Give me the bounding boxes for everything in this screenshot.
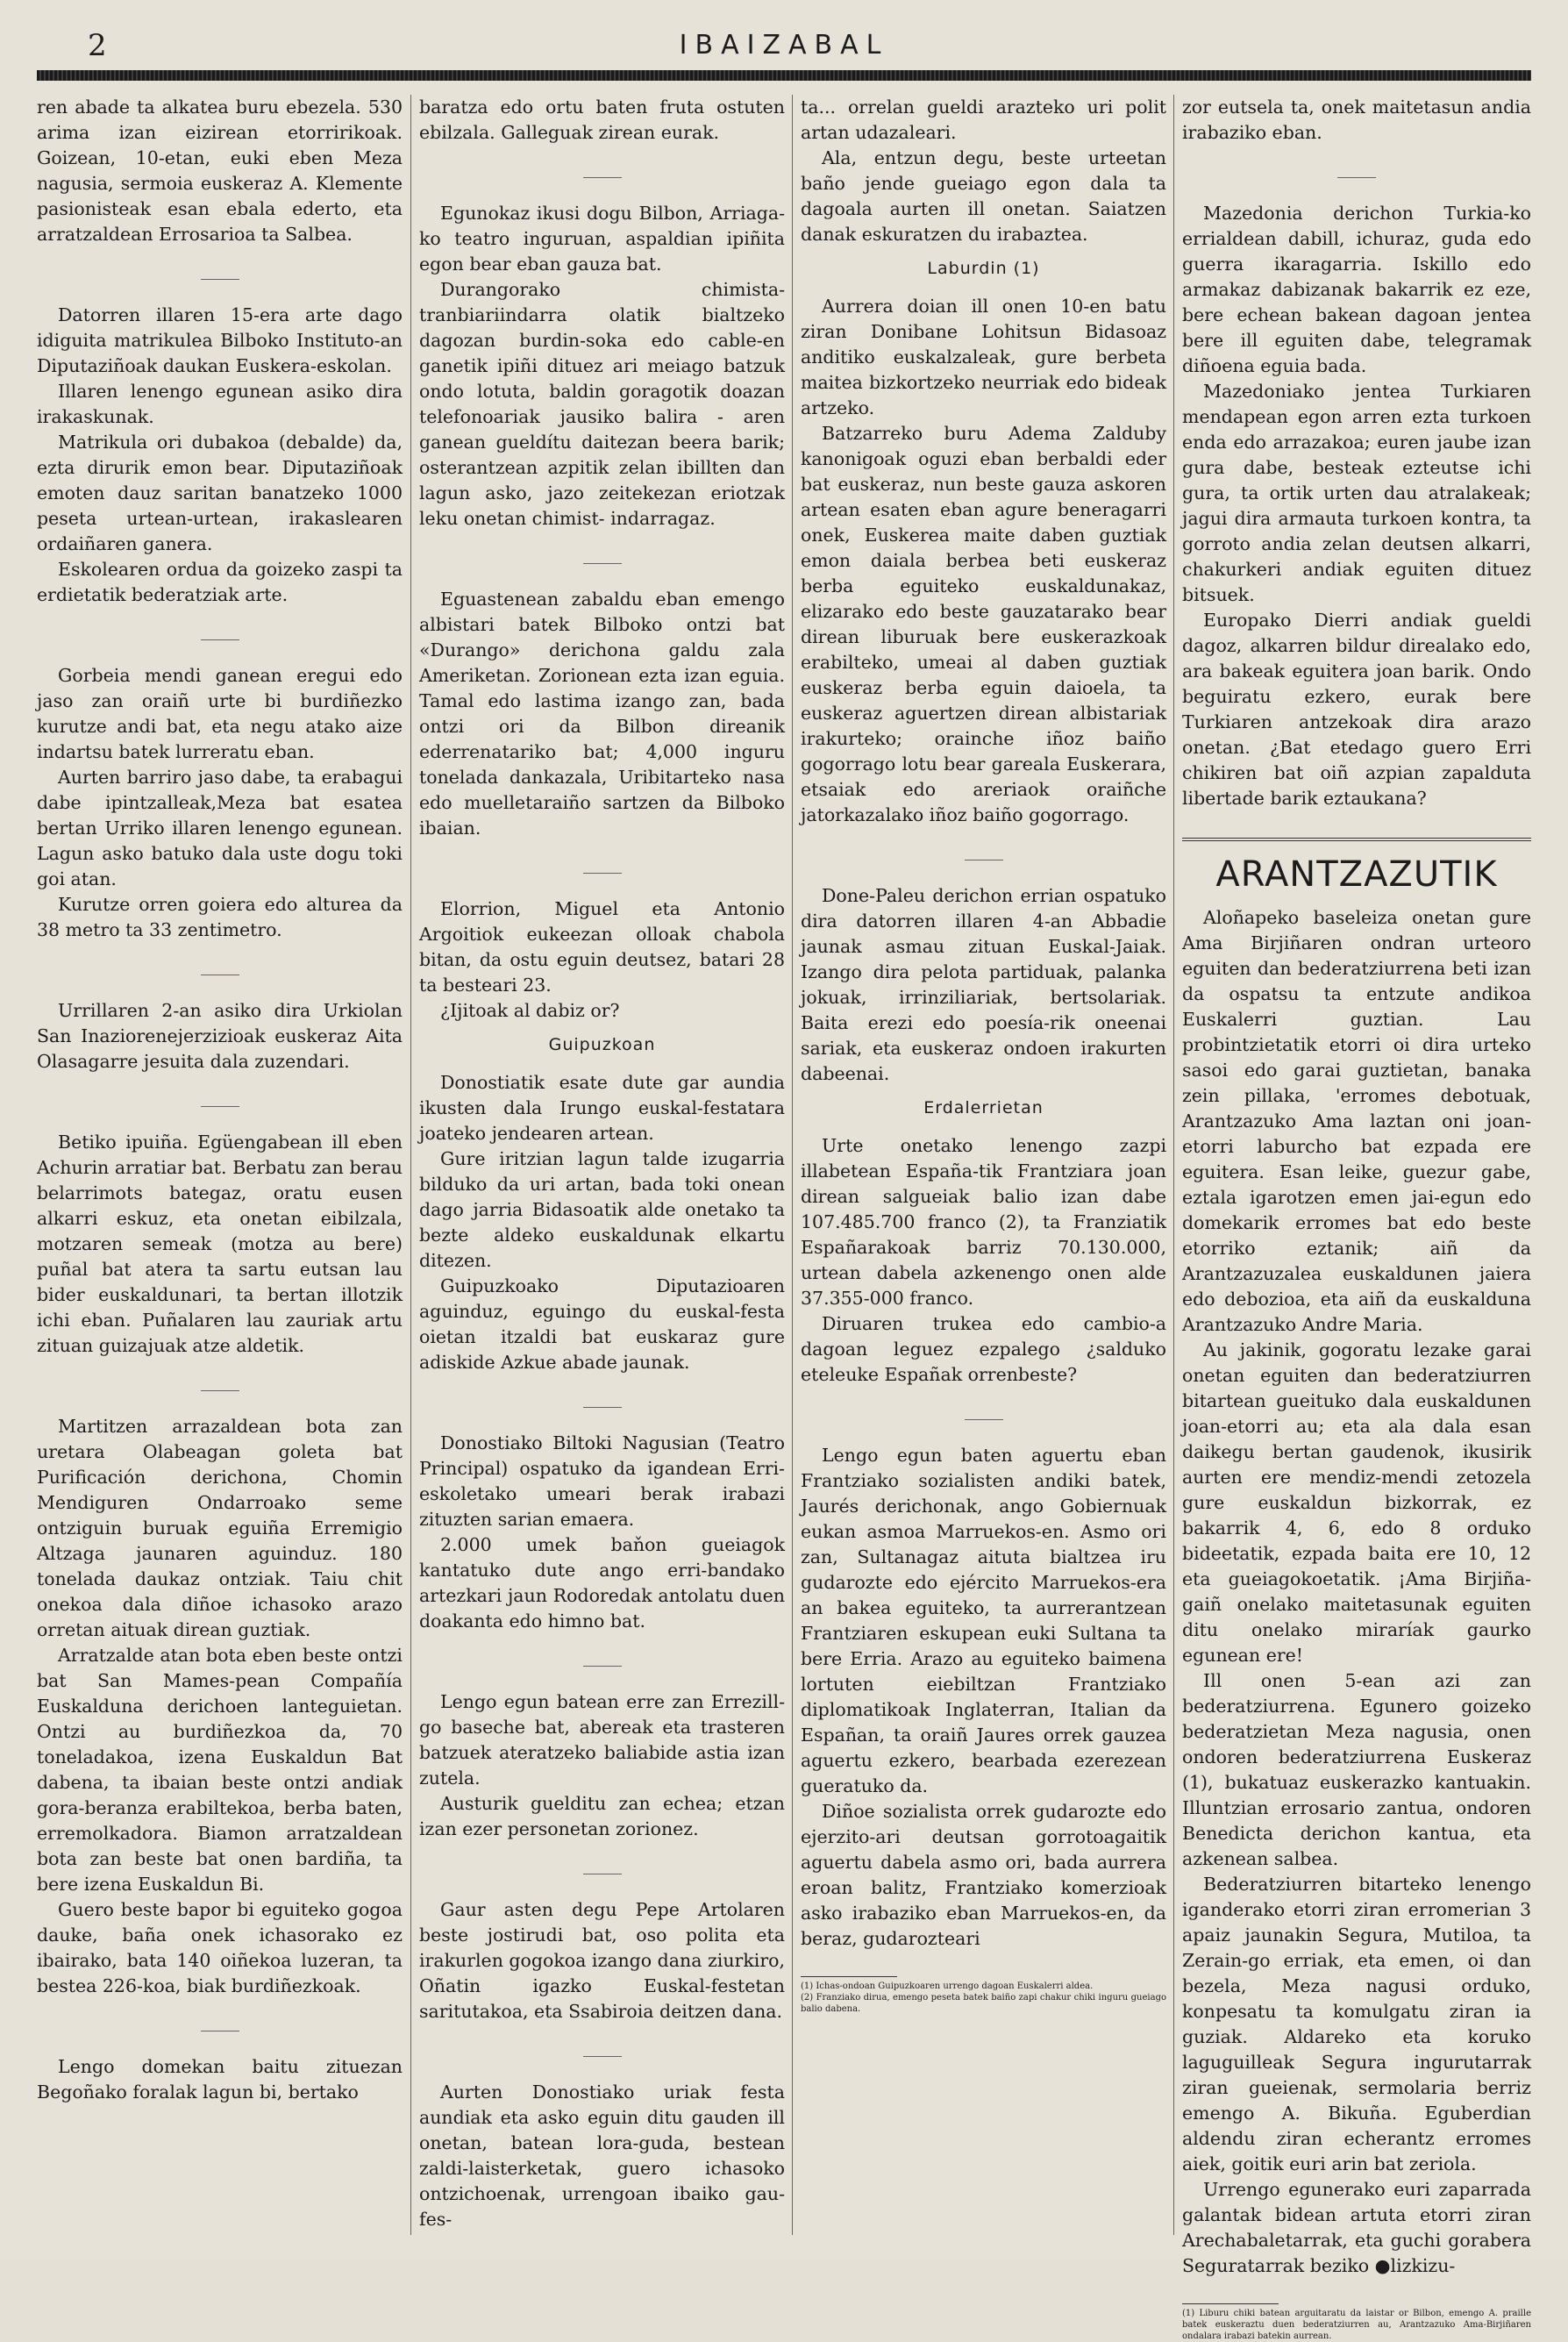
- section-separator: [37, 957, 403, 982]
- article-paragraph: Urrengo egunerako euri zaparrada galantak bidean artuta etorri ziran Arechabaletarrak, eta guchi gorabera Seguratarrak beziko ●lizkizu-: [1182, 2179, 1531, 2276]
- separator-line: [583, 563, 622, 564]
- article-paragraph: Urte onetako lenengo zazpi illabetean España-tik Frantziara joan direan salgueiak balio izan dabe 107.485.700 franco (2), ta Franziatik Españarakoak barriz 70.130.000, urtean dabela azkenengo onen alde 37.355-000 franco.: [801, 1135, 1166, 1309]
- section-separator: [37, 2013, 403, 2039]
- article-paragraph: Kurutze orren goiera edo alturea da 38 metro ta 33 zentimetro.: [37, 894, 403, 940]
- article-paragraph: Mazedonia derichon Turkia-ko errialdean dabill, ichuraz, guda edo guerra ikaragarria. Iskillo edo armakaz dabizanak bakarrik ez eze, bere echean bakean dagoan jentea bere ill eguiten dabe, telegramak diñoena eguia bada.: [1182, 203, 1531, 376]
- article-paragraph: zor eutsela ta, onek maitetasun andia irabaziko eban.: [1182, 96, 1531, 143]
- section-heading: Erdalerrietan: [923, 1098, 1044, 1117]
- footnote: (1) Ichas-ondoan Guipuzkoaren urrengo dagoan Euskalerri aldea.: [801, 1981, 1094, 1991]
- separator-line: [201, 1390, 239, 1391]
- section-separator: [37, 1089, 403, 1114]
- header-rule: [37, 70, 1531, 81]
- section-separator: [419, 1389, 785, 1415]
- article-paragraph: Batzarreko buru Adema Zalduby kanonigoak oguzi eban berbaldi eder bat euskeraz, nun beste gauza askoren artean esaten eban agure beneragarri onek, Euskerea maite daben guztiak emon daiala berbea beti euskeraz berba eguiteko euskaldunakaz, elizarako edo beste gauzatarako bear direan liburuak bere euskerazkoak erabilteko, umeai al daben guztiak euskeraz berba eguin daioela, ta euskeraz aguertzen direan albistariak irakurteko; orainche iñoz baiño gogorrago lotu bear gareala Euskerara, etsaiak edo areriaok oraiñche jatorkazalako iñoz baiño gogorrago.: [801, 423, 1166, 825]
- section-separator: [801, 1402, 1166, 1427]
- footnotes: [1182, 2303, 1531, 2342]
- section-title: ARANTZAZUTIK: [1215, 854, 1498, 895]
- article-paragraph: Aloñapeko baseleiza onetan gure Ama Birjiñaren ondran urteoro eguiten dan bederatziurrena beti izan da ospatsu ta entzute andikoa Euskalerri guztian. Lau probintzietatik etorri oi dira urteko sasoi edo garai guztietan, banaka zein pillaka, 'erromes debotuak, Arantzazuko Ama laztan oni joan-etorri laburcho bat ezpada ere eguitera. Esan leike, guezur gabe, eztala igarotzen emen jai-egun edo domekarik erromes bat edo beste etorriko eztanik; aiñ da Arantzazuzalea euskaldunen jaiera edo debozioa, eta aiñ da euskalduna Arantzazuko Andre Maria.: [1182, 907, 1531, 1335]
- article-paragraph: Lengo egun batean erre zan Errezill-go baseche bat, abereak eta trasteren batzuek ateratzeko baliabide astia izan zutela.: [419, 1691, 785, 1789]
- column-divider: [410, 95, 411, 2235]
- article-paragraph: baratza edo ortu baten fruta ostuten ebilzala. Galleguak zirean eurak.: [419, 96, 785, 143]
- masthead-title: IBAIZABAL: [679, 30, 889, 61]
- section-separator: [37, 261, 403, 287]
- article-paragraph: Martitzen arrazaldean bota zan uretara Olabeagan goleta bat Purificación derichona, Chomin Mendiguren Ondarroako seme ontziguin buruak eguiña Erremigio Altzaga jaunaren aguinduz. 180 tonelada daukaz ontziak. Taiu chit onekoa dala diñoe ichasoko arazo orretan aituak direan guztiak.: [37, 1416, 403, 1640]
- article-paragraph: Datorren illaren 15-era arte dago idiguita matrikulea Bilboko Instituto-an Diputaziñoak daukan Euskera-eskolan.: [37, 304, 403, 376]
- article-paragraph: Gaur asten degu Pepe Artolaren beste jostirudi bat, oso polita eta irakurlen gogokoa izango dana ziurkiro, Oñatin igazko Euskal-festetan saritutakoa, eta Ssabiroia deitzen dana.: [419, 1899, 785, 2022]
- article-paragraph: Done-Paleu derichon errian ospatuko dira datorren illaren 4-an Abbadie jaunak asmau zituan Euskal-Jaiak. Izango dira pelota partiduak, palanka jokuak, irrinziliariak, bertsolariak. Baita erezi edo poesía-rik oneenai sariak, eta euskeraz ondoen irakurten dabeenai.: [801, 885, 1166, 1084]
- footnotes: [801, 1976, 1166, 2015]
- article-paragraph: Illaren lenengo egunean asiko dira irakaskunak.: [37, 381, 403, 427]
- article-paragraph: Guipuzkoako Diputazioaren aguinduz, eguingo du euskal-festa oietan itzaldi bat euskaraz gure adiskide Azkue abade jaunak.: [419, 1275, 785, 1373]
- separator-line: [583, 873, 622, 874]
- article-paragraph: Matrikula ori dubakoa (debalde) da, ezta dirurik emon bear. Diputaziñoak emoten dauz saritan banatzeko 1000 peseta urtean-urtean, irakaslearen ordaiñaren ganera.: [37, 432, 403, 554]
- article-paragraph: Diruaren trukea edo cambio-a dagoan leguez ezpalego ¿salduko eteleuke Españak orrenbeste?: [801, 1313, 1166, 1385]
- column-1: [37, 95, 403, 2105]
- article-paragraph: Eguastenean zabaldu eban emengo albistari batek Bilboko ontzi bat «Durango» derichona galdu zala Ameriketan. Zorionean ezta izan eguia. Tamal edo lastima izango zan, bada ontzi ori da Bilbon direanik ederrenatariko bat; 4,000 inguru tonelada dankazala, Uribitarteko nasa edo muelletaraiño sartzen da Bilboko ibaian.: [419, 589, 785, 839]
- separator-line: [1337, 177, 1376, 178]
- section-separator: [419, 160, 785, 185]
- section-separator: [37, 622, 403, 647]
- section-separator: [419, 855, 785, 881]
- separator-line: [201, 279, 239, 280]
- article-paragraph: Gure iritzian lagun talde izugarria bilduko da uri artan, bada toki onean dago jarria Bidasoatik alde onetako ta bezte aldeko euskaldunak elkartu ditezen.: [419, 1148, 785, 1271]
- section-separator: [801, 842, 1166, 868]
- separator-line: [583, 2056, 622, 2057]
- separator-line: [583, 1407, 622, 1408]
- column-divider: [1173, 95, 1174, 2235]
- article-paragraph: Arratzalde atan bota eben beste ontzi bat San Mames-pean Compañía Euskalduna derichoen lanteguietan. Ontzi au burdiñezkoa da, 70 toneladakoa, izena Euskaldun Bat dabena, ta ibaian beste ontzi andiak gora-beranza erabiltekoa, berba baten, erremolkadora. Biamon arratzaldean bota zan beste bat onen bardiña, ta bere izena Euskaldun Bi.: [37, 1645, 403, 1895]
- article-paragraph: Donostiako Biltoki Nagusian (Teatro Principal) ospatuko da igandean Erri-eskoletako umeari berak irabazi zituzten sarian emaera.: [419, 1432, 785, 1530]
- article-paragraph: Bederatziurren bitarteko lenengo iganderako etorri ziran erromerian 3 apaiz jaunakin Segura, Mutiloa, ta Zerain-go erriak, eta emen, oi dan bezela, Meza nagusi orduko, konpesatu ta komulgatu ziran ia guziak. Aldareko eta koruko laguguilleak Segura ingurutarrak ziran gueienak, sermolaria berriz emengo A. Bikuña. Eguberdian aldendu ziran echerantz erromes aiek, goitik euri arin bat zeriola.: [1182, 1874, 1531, 2174]
- article-paragraph: Betiko ipuiña. Egüengabean ill eben Achurin arratiar bat. Berbatu zan berau belarrimots bategaz, oratu eusen alkarri eskuz, eta onetan eibilzala, motzaren semeak (motza au bere) puñal bat atera ta sartu eutsan lau bider euskaldunari, ta bertan illotzik ichi eban. Puñalaren lau zauriak artu zituan guizajuak atze aldetik.: [37, 1132, 403, 1356]
- separator-line: [201, 639, 239, 640]
- section-heading: Guipuzkoan: [548, 1035, 656, 1054]
- column-divider: [792, 95, 793, 2235]
- article-paragraph: Ill onen 5-ean azi zan bederatziurrena. Egunero goizeko bederatzietan Meza nagusia, onen ondoren bederatziurrena Euskeraz (1), bukatuaz euskerazko kantuakin. Illuntzian errosario zantua, ondoren Benedicta derichon kantua, eta azkenean salbea.: [1182, 1670, 1531, 1869]
- column-3: [801, 95, 1166, 2015]
- section-separator: [419, 1856, 785, 1881]
- article-paragraph: ¿Ijitoak al dabiz or?: [440, 1000, 620, 1021]
- double-rule: [1182, 838, 1531, 841]
- page-header: [0, 0, 1568, 74]
- article-paragraph: Aurten barriro jaso dabe, ta erabagui dabe ipintzalleak,Meza bat esatea bertan Urriko illaren lenengo egunean. Lagun asko batuko dala uste dogu toki goi atan.: [37, 767, 403, 889]
- article-paragraph: Europako Dierri andiak gueldi dagoz, alkarren bildur direalako edo, ara bakeak eguitera joan barik. Ondo beguiratu ezkero, eurak bere Turkiaren antzekoak dira arazo onetan. ¿Bat etedago guero Erri chikiren bat oiñ azpian zapalduta libertade barik eztaukana?: [1182, 610, 1531, 809]
- article-paragraph: Eskolearen ordua da goizeko zaspi ta erdietatik bederatziak arte.: [37, 559, 403, 605]
- section-separator: [419, 1648, 785, 1674]
- article-paragraph: Aurrera doian ill onen 10-en batu ziran Donibane Lohitsun Bidasoaz anditiko euskalzaleak, gure berbeta maitea bizkortzeko neurriak edo bideak artzeko.: [801, 296, 1166, 418]
- article-paragraph: Donostiatik esate dute gar aundia ikusten dala Irungo euskal-festatara joateko jendearen artean.: [419, 1072, 785, 1144]
- separator-line: [201, 1106, 239, 1107]
- article-paragraph: Elorrion, Miguel eta Antonio Argoitiok eukeezan olloak chabola bitan, da ostu eguin deutsez, batari 28 ta besteari 23.: [419, 898, 785, 996]
- section-separator: [419, 2039, 785, 2064]
- separator-line: [583, 1666, 622, 1667]
- section-separator: [37, 1373, 403, 1398]
- article-paragraph: Ala, entzun degu, beste urteetan baño jende gueiago egon dala ta dagoala aurten ill onetan. Saiatzen danak eskuratzen du irabaztea.: [801, 147, 1166, 245]
- article-paragraph: Mazedoniako jentea Turkiaren mendapean egon arren ezta turkoen enda edo arrazakoa; euren jaube izan gura dabe, besteak ezteutse ichi gura, ta ortik urten dau atralakeak; jagui dira armauta turkoen kontra, ta gorroto andia zelan deutsen alkarri, chakurkeri andiak eguiten dituez bitsuek.: [1182, 381, 1531, 605]
- article-paragraph: Lengo domekan baitu zituezan Begoñako foralak lagun bi, bertako: [37, 2056, 403, 2103]
- footnote: (2) Franziako dirua, emengo peseta batek baiño zapi chakur chiki inguru gueiago balio dabena.: [801, 1993, 1166, 2014]
- article-paragraph: ta... orrelan gueldi arazteko uri polit artan udazaleari.: [801, 96, 1166, 143]
- article-paragraph: Diñoe sozialista orrek gudarozte edo ejerzito-ari deutsan gorrotoagaitik aguertu dabela asmo ori, bada aurrera eroan balitz, Frantziako komerzioak asko irabaziko eban Marruekos-en, da beraz, gudarozteari: [801, 1801, 1166, 1949]
- article-paragraph: ren abade ta alkatea buru ebezela. 530 arima izan eizirean etorririkoak. Goizean, 10-etan, euki eben Meza nagusia, sermoia euskeraz A. Klemente pasionisteak esan ebala ederto, eta arratzaldean Errosarioa ta Salbea.: [37, 96, 403, 245]
- article-paragraph: Egunokaz ikusi dogu Bilbon, Arriaga-ko teatro inguruan, aspaldian ipiñita egon bear eban gauza bat.: [419, 203, 785, 275]
- separator-line: [583, 177, 622, 178]
- article-paragraph: Au jakinik, gogoratu lezake garai onetan eguiten dan bederatziurren bitartean gueituko dala euskaldunen joan-etorri au; eta ala dala esan daikegu bertan gaudenok, ikusirik aurten ere mendiz-mendi zetozela gure euskaldun bizkorrak, ez bakarrik 4, 6, edo 8 orduko bideetatik, ezpada baita ere 10, 12 eta gueiagokoetatik. ¡Ama Birjiña-gaiñ onelako maitetasunak eguiten ditu onelako miraríak gaurko egunean ere!: [1182, 1339, 1531, 1666]
- footnote-rule: [801, 1976, 897, 1977]
- article-paragraph: Gorbeia mendi ganean eregui edo jaso zan oraiñ urte bi burdiñezko kurutze andi bat, eta negu atako aize indartsu batek lurreratu eban.: [37, 665, 403, 762]
- separator-line: [965, 1419, 1003, 1420]
- column-2: [419, 95, 785, 2232]
- article-paragraph: Austurik guelditu zan echea; etzan izan ezer personetan zorionez.: [419, 1793, 785, 1839]
- section-heading: Laburdin (1): [927, 259, 1040, 278]
- footnote-rule: [1182, 2303, 1279, 2304]
- article-paragraph: Lengo egun baten aguertu eban Frantziako sozialisten andiki batek, Jaurés derichonak, ango Gobiernuak eukan asmoa Marruekos-en. Asmo ori zan, Sultanagaz aituta bialtzea iru gudarozte edo ejército Marruekos-era an bakea eguiteko, ta aurrerantzean Frantziaren eskupean euki Sultana ta bere Erria. Arazo au eguiteko baimena lortuten eiebiltzan Frantziako diplomatikoak Inglaterran, Italian da Españan, ta oraiñ Jaures orrek gauzea aguertu ezkero, bearbada ezerezean gueratuko da.: [801, 1445, 1166, 1796]
- section-separator: [419, 546, 785, 571]
- article-paragraph: Urrillaren 2-an asiko dira Urkiolan San Inaziorenejerzizioak euskeraz Aita Olasagarre jesuita dala zuzendari.: [37, 1000, 403, 1072]
- page-number: 2: [88, 28, 107, 63]
- column-4: [1182, 95, 1531, 2342]
- section-separator: [1182, 160, 1531, 185]
- article-paragraph: 2.000 umek baňon gueiagok kantatuko dute ango erri-bandako artezkari jaun Rodoredak antolatu duen doakanta edo himno bat.: [419, 1534, 785, 1632]
- article-paragraph: Guero beste bapor bi eguiteko gogoa dauke, baña onek ichasorako ez ibairako, bata 140 oiñekoa luzeran, ta bestea 226-koa, biak burdiñezkoak.: [37, 1899, 403, 1996]
- footnote: (1) Liburu chiki batean arguitaratu da laistar or Bilbon, emengo A. praille batek euskeraztu duen bederatziurren au, Arantzazuko Ama-Birjiñaren ondalara irabazi batekin aurrean.: [1182, 2309, 1531, 2341]
- article-paragraph: Durangorako chimista-tranbiariindarra olatik bialtzeko dagozan burdin-soka edo cable-en ganetik ipiñi dituez ari meiago batzuk ondo lotuta, baldin goragotik doazan telefonoariak jausiko balira - aren ganean gueldítu daitezan beera barik; osterantzean azpitik zelan ibillten dan lagun asko, jazo zeitekezan eriotzak leku onetan chimist- indarragaz.: [419, 279, 785, 529]
- article-paragraph: Aurten Donostiako uriak festa aundiak eta asko eguin ditu gauden ill onetan, batean lora-guda, bestean zaldi-laisterketak, guero ichasoko ontzichoenak, urrengoan ibaiko gau-fes-: [419, 2081, 785, 2230]
